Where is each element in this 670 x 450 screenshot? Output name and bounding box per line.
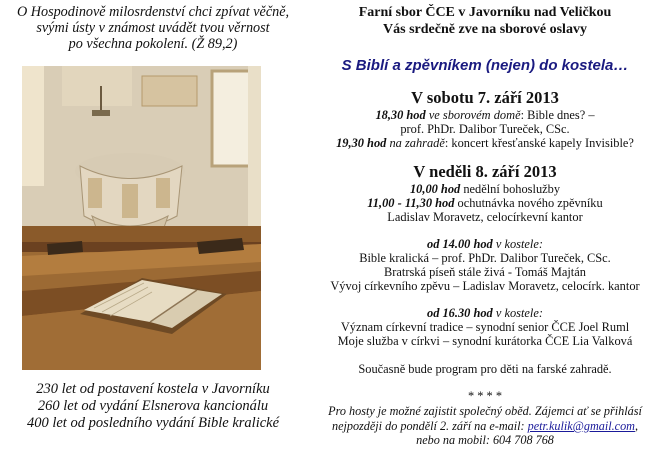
event-time: od 16.30 hod xyxy=(427,306,493,320)
event-place: v kostele: xyxy=(495,306,543,320)
event-text: : koncert křesťanské kapely Invisible? xyxy=(444,136,634,150)
email-prefix: nejpozději do pondělí 2. září na e-mail: xyxy=(331,419,528,433)
sunday-title: V neděli 8. září 2013 xyxy=(413,162,557,181)
event-slogan: S Biblí a zpěvníkem (nejen) do kostela… xyxy=(341,57,629,74)
event-time: 18,30 hod xyxy=(375,108,426,122)
sunday-speaker: Ladislav Moravetz, celocírkevní kantor xyxy=(387,210,583,224)
lecture-item: Moje služba v církvi – synodní kurátorka ČCE Lia Valková xyxy=(337,334,633,348)
event-time: 11,00 - 11,30 hod xyxy=(367,196,455,210)
lunch-note: Pro hosty je možné zajistit společný oběd. Zájemci ať se přihlásí xyxy=(328,404,642,418)
saturday-speaker: prof. PhDr. Dalibor Tureček, CSc. xyxy=(400,122,570,136)
phone-contact: nebo na mobil: 604 708 768 xyxy=(416,433,554,447)
event-text: : Bible dnes? – xyxy=(520,108,595,122)
lecture-item: Vývoj církevního zpěvu – Ladislav Moravetz, celocírk. kantor xyxy=(330,279,640,293)
email-link[interactable]: petr.kulik@gmail.com xyxy=(527,419,635,433)
quote-line: po všechna pokolení. (Ž 89,2) xyxy=(68,36,238,52)
event-place: ve sborovém domě xyxy=(428,108,521,122)
church-interior-illustration xyxy=(22,66,261,370)
anniversary-item: 230 let od postavení kostela v Javorníku xyxy=(36,381,270,397)
event-time: od 14.00 hod xyxy=(427,237,493,251)
sunday-item-1 xyxy=(300,182,670,196)
evening-block-header xyxy=(300,306,670,320)
anniversary-item: 260 let od vydání Elsnerova kancionálu xyxy=(37,398,269,414)
event-time: 19,30 hod xyxy=(336,136,387,150)
right-column xyxy=(300,0,670,450)
lecture-item: Bratrská píseň stále živá - Tomáš Majtán xyxy=(384,265,586,279)
separator-stars: * * * * xyxy=(467,389,503,403)
sunday-item-2 xyxy=(300,196,670,210)
event-place: na zahradě xyxy=(389,136,445,150)
event-text: ochutnávka nového zpěvníku xyxy=(457,196,603,210)
anniversary-list xyxy=(8,381,298,432)
invitation-subtitle: Vás srdečně zve na sborové oslavy xyxy=(383,22,587,37)
event-time: 10,00 hod xyxy=(409,182,461,196)
quote-line: O Hospodinově milosrdenství chci zpívat věčně, xyxy=(16,4,290,20)
saturday-title: V sobotu 7. září 2013 xyxy=(411,88,559,107)
lecture-item: Bible kralická – prof. PhDr. Dalibor Tureček, CSc. xyxy=(359,251,611,265)
anniversary-item: 400 let od posledního vydání Bible kralické xyxy=(26,415,280,431)
left-column xyxy=(0,0,300,450)
lecture-item: Význam církevní tradice – synodní senior ČCE Joel Ruml xyxy=(340,320,630,334)
saturday-item-1 xyxy=(300,108,670,122)
psalm-quote xyxy=(8,4,298,52)
organizer-title: Farní sbor ČCE v Javorníku nad Veličkou xyxy=(358,5,612,20)
children-program-note: Současně bude program pro děti na farské zahradě. xyxy=(358,362,612,376)
event-text: nedělní bohoslužby xyxy=(463,182,561,196)
quote-line: svými ústy v známost uvádět tvou věrnost xyxy=(36,20,270,36)
afternoon-block-header xyxy=(300,237,670,251)
saturday-item-2 xyxy=(300,136,670,150)
church-interior-photo xyxy=(22,66,261,370)
email-contact-line xyxy=(300,419,670,434)
event-place: v kostele: xyxy=(495,237,543,251)
email-suffix: , xyxy=(634,419,639,433)
